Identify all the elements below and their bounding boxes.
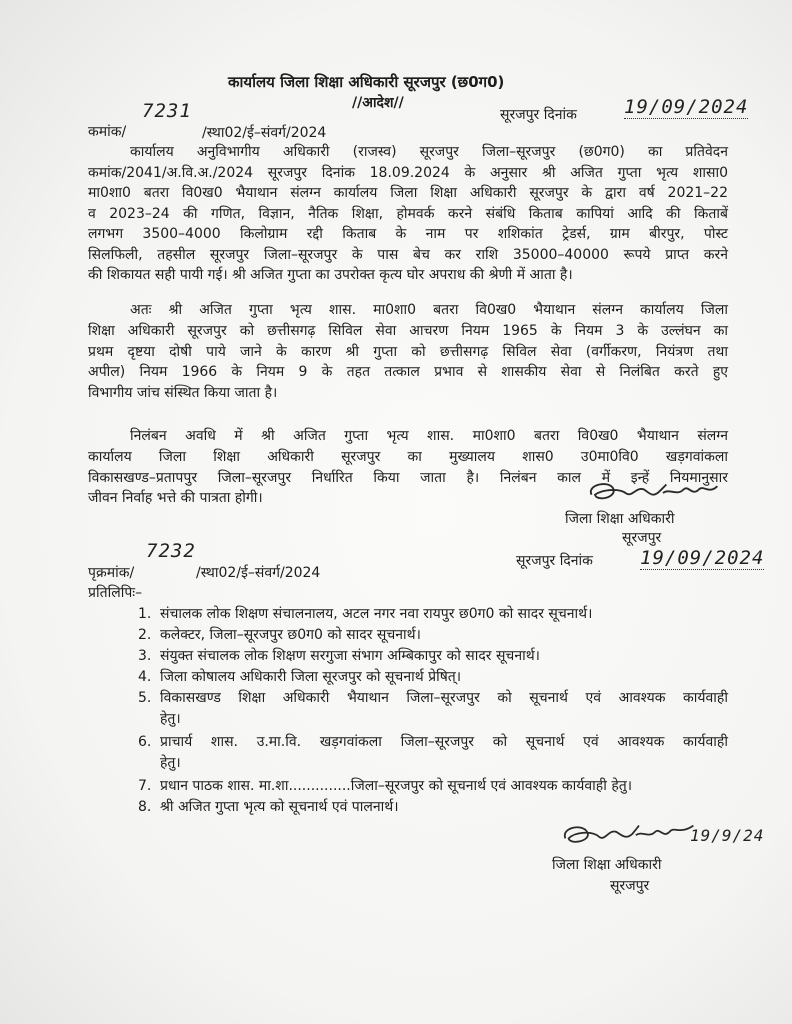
copy-number-prefix: पृक्रमांक/ [88,565,135,581]
copy-item-continuation: हेतु। [160,755,181,771]
paragraph-line: जीवन निर्वाह भत्ते की पात्रता होगी। [88,490,263,507]
paragraph-line: विभागीय जांच संस्थित किया जाता है। [88,385,278,402]
copy-item-text: श्री अजित गुप्ता भृत्य को सूचनार्थ एवं पालनार्थ। [160,799,399,815]
paragraph-line: लगभग 3500–4000 किलोग्राम रद्दी किताब के नाम पर शशिकांत ट्रेडर्स, ग्राम बीरपुर, पोस्ट [88,226,728,242]
copy-list-item [138,689,728,707]
copy-date-handwritten: 19/09/2024 [640,547,765,569]
paragraph-line: प्रथम दृष्टया दोषी पाये जाने के कारण श्री गुप्ता को छत्तीसगढ़ सिविल सेवा (वर्गीकरण, नियंत्रण तथा [88,343,728,360]
signatory-title-1: जिला शिक्षा अधिकारी [565,511,675,527]
signature-2-handwritten-date: 19/9/24 [690,826,765,845]
signatory-place-1: सूरजपुर [622,530,662,546]
order-date-handwritten: 19/09/2024 [624,96,749,118]
signatory-place-2: सूरजपुर [610,878,650,894]
copy-item-number: 2. [138,627,152,643]
copy-item-number: 1. [138,606,152,622]
order-number-handwritten: 7231 [142,100,192,122]
copy-number-suffix: /स्था02/ई–संवर्ग/2024 [196,565,321,581]
copy-item-number: 5. [138,690,152,706]
paragraph-line: व 2023–24 की गणित, विज्ञान, नैतिक शिक्षा, होमवर्क करने संबंधि किताब कापियां आदि की किताबें [88,205,728,222]
signature-2 [556,816,706,856]
copy-to-label: प्रतिलिपिः– [88,585,143,601]
copy-number-handwritten: 7232 [146,540,196,562]
copy-item-text: प्रधान पाठक शास. मा.शा..............जिला–सूरजपुर को सूचनार्थ एवं आवश्यक कार्यवाही हेतु। [160,778,633,794]
copy-list-item [138,647,540,665]
copy-item-text: प्राचार्य शास. उ.मा.वि. खड़गवांकला जिला–सूरजपुर को सूचनार्थ एवं आवश्यक कार्यवाही [160,734,728,750]
copy-list-item [138,668,461,686]
copy-item-text: संचालक लोक शिक्षण संचालनालय, अटल नगर नवा रायपुर छ0ग0 को सादर सूचनार्थ। [160,606,593,622]
copy-item-text: कलेक्टर, जिला–सूरजपुर छ0ग0 को सादर सूचनार्थ। [160,627,421,643]
signatory-title-2: जिला शिक्षा अधिकारी [552,857,662,873]
copy-list-item [138,733,728,751]
office-title: कार्यालय जिला शिक्षा अधिकारी सूरजपुर (छ0ग0) [228,73,505,91]
order-number-prefix: कमांक/ [88,124,127,140]
order-number-suffix: /स्था02/ई–संवर्ग/2024 [202,125,327,141]
paragraph-line: अतः श्री अजित गुप्ता भृत्य शास. मा0शा0 बतरा वि0ख0 भैयाथान संलग्न कार्यालय जिला [130,302,728,318]
paragraph-line: कार्यालय अनुविभागीय अधिकारी (राजस्व) सूरजपुर जिला–सूरजपुर (छ0ग0) का प्रतिवेदन [130,144,728,160]
copy-item-text: विकासखण्ड शिक्षा अधिकारी भैयाथान जिला–सूरजपुर को सूचनार्थ एवं आवश्यक कार्यवाही [160,690,728,706]
paragraph-line: की शिकायत सही पायी गई। श्री अजित गुप्ता का उपरोक्त कृत्य घोर अपराध की श्रेणी में आता है। [88,267,573,283]
paragraph-line: सिलफिली, तहसील सूरजपुर जिला–सूरजपुर के पास बेच कर राशि 35000–40000 रूपये प्राप्त करने [88,246,728,263]
copy-place-date-label: सूरजपुर दिनांक [516,553,593,569]
copy-item-text: जिला कोषालय अधिकारी जिला सूरजपुर को सूचनार्थ प्रेषित्। [160,669,462,685]
paragraph-line: कार्यालय जिला शिक्षा अधिकारी सूरजपुर का मुख्यालय शास0 उ0मा0वि0 खड़गवांकला [88,448,728,465]
copy-item-number: 6. [138,734,152,750]
paragraph-line: कमांक/2041/अ.वि.अ./2024 सूरजपुर दिनांक 18.09.2024 के अनुसार श्री अजित गुप्ता भृत्य शासा0 [88,164,728,181]
signature-1 [572,476,742,510]
order-place-date-label: सूरजपुर दिनांक [500,107,577,123]
paragraph-line: मा0शा0 बतरा वि0ख0 भैयाथान संलग्न कार्यालय जिला शिक्षा अधिकारी सूरजपुर के द्वारा वर्ष 2021–22 [88,185,728,201]
order-heading: //आदेश// [352,95,404,111]
paragraph-line: शिक्षा अधिकारी सूरजपुर को छत्तीसगढ़ सिविल सेवा आचरण नियम 1965 के नियम 3 के उल्लंघन का [88,322,728,339]
copy-list-item [138,605,592,623]
copy-item-number: 4. [138,669,152,685]
copy-item-continuation: हेतु। [160,711,181,727]
copy-list-item [138,798,399,816]
copy-item-text: संयुक्त संचालक लोक शिक्षण सरगुजा संभाग अम्बिकापुर को सादर सूचनार्थ। [160,648,540,664]
copy-list-item [138,626,421,644]
copy-item-number: 8. [138,799,152,815]
copy-item-number: 3. [138,648,152,664]
copy-item-number: 7. [138,778,152,794]
paragraph-line: अपील) नियम 1966 के नियम 9 के तहत तत्काल प्रभाव से शासकीय सेवा से निलंबित करते हुए [88,364,728,381]
paragraph-line: निलंबन अवधि में श्री अजित गुप्ता भृत्य शास. मा0शा0 बतरा वि0ख0 भैयाथान संलग्न [130,428,728,444]
paragraph-line: विकासखण्ड–प्रतापपुर जिला–सूरजपुर निर्धारित किया जाता है। निलंबन काल में इन्हें नियमानुसार [88,469,728,486]
copy-list-item [138,777,632,795]
